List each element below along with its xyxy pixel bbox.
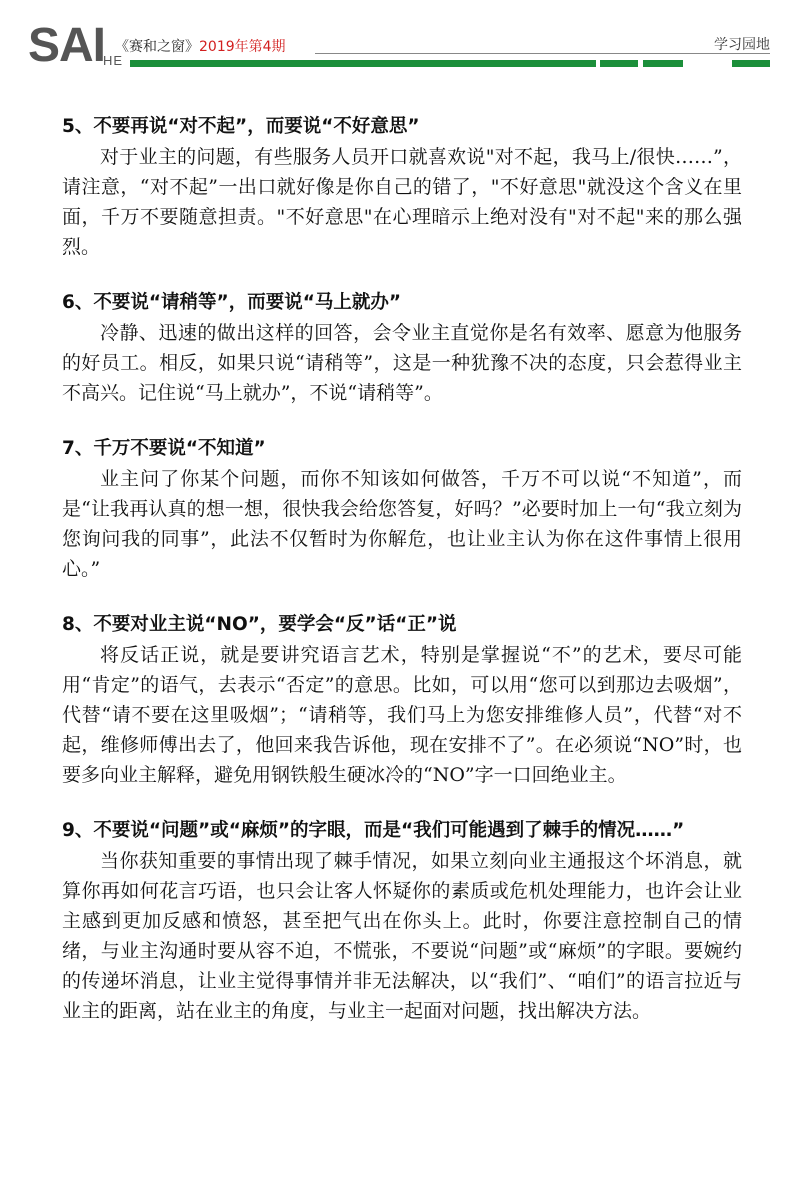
section-label: 学习园地 [714, 37, 770, 53]
tip-title: 8、不要对业主说“NO”，要学会“反”话“正”说 [62, 614, 457, 635]
article-body [62, 112, 742, 1052]
tip-body: 业主问了你某个问题，而你不知该如何做答，千万不可以说“不知道”，而是“让我再认真的想一想，很快我会给您答复，好吗？”必要时加上一句“我立刻为您询问我的同事”，此法不仅暂时为你解危，也让业主认为你在这件事情上很用心。” [62, 468, 742, 580]
tip-title: 9、不要说“问题”或“麻烦”的字眼，而是“我们可能遇到了棘手的情况……” [62, 820, 685, 841]
issue-label: 2019年第4期 [199, 39, 286, 55]
tip-title: 6、不要说“请稍等”，而要说“马上就办” [62, 292, 402, 313]
tip-section [62, 288, 742, 408]
tip-section [62, 434, 742, 584]
tip-title: 7、千万不要说“不知道” [62, 438, 266, 459]
header-divider [315, 53, 770, 54]
header-green-bar [643, 60, 683, 67]
logo: SAI [28, 19, 106, 72]
tip-section [62, 112, 742, 262]
header-green-bar [732, 60, 770, 67]
publication-name: 《赛和之窗》 [115, 39, 199, 55]
header-green-bar [130, 60, 596, 67]
tip-body: 对于业主的问题，有些服务人员开口就喜欢说"对不起，我马上/很快……”，请注意，“对不起”一出口就好像是你自己的错了，"不好意思"就没这个含义在里面，千万不要随意担责。"不好意思"在心理暗示上绝对没有"对不起"来的那么强烈。 [62, 146, 742, 258]
tip-body: 冷静、迅速的做出这样的回答，会令业主直觉你是名有效率、愿意为他服务的好员工。相反，如果只说“请稍等”，这是一种犹豫不决的态度，只会惹得业主不高兴。记住说“马上就办”，不说“请稍等”。 [62, 322, 742, 404]
tip-section [62, 816, 742, 1026]
tip-section [62, 610, 742, 790]
tip-body: 将反话正说，就是要讲究语言艺术，特别是掌握说“不”的艺术，要尽可能用“肯定”的语气，去表示“否定”的意思。比如，可以用“您可以到那边去吸烟”，代替“请不要在这里吸烟”；“请稍等，我们马上为您安排维修人员”，代替“对不起，维修师傅出去了，他回来我告诉他，现在安排不了”。在必须说“NO”时，也要多向业主解释，避免用钢铁般生硬冰冷的“NO”字一口回绝业主。 [62, 644, 742, 786]
tip-body: 当你获知重要的事情出现了棘手情况，如果立刻向业主通报这个坏消息，就算你再如何花言巧语，也只会让客人怀疑你的素质或危机处理能力，也许会让业主感到更加反感和愤怒，甚至把气出在你头上。此时，你要注意控制自己的情绪，与业主沟通时要从容不迫，不慌张，不要说“问题”或“麻烦”的字眼。要婉约的传递坏消息，让业主觉得事情并非无法解决，以“我们”、“咱们”的语言拉近与业主的距离，站在业主的角度，与业主一起面对问题，找出解决方法。 [62, 850, 742, 1022]
logo-subtext: HE [103, 53, 124, 68]
publication-title [115, 36, 286, 56]
tip-title: 5、不要再说“对不起”，而要说“不好意思” [62, 116, 420, 137]
header-green-bar [600, 60, 638, 67]
